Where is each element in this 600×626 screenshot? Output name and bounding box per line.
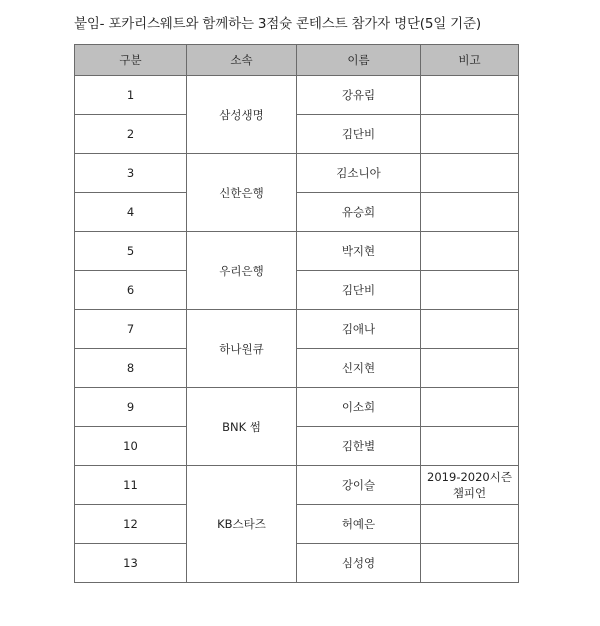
cell-name: 김한별 bbox=[297, 427, 421, 466]
cell-division: 5 bbox=[75, 232, 187, 271]
header-name: 이름 bbox=[297, 45, 421, 76]
table-row bbox=[75, 466, 519, 505]
cell-division: 12 bbox=[75, 505, 187, 544]
cell-division: 7 bbox=[75, 310, 187, 349]
cell-division: 3 bbox=[75, 154, 187, 193]
note-line: 2019-2020시즌 bbox=[427, 470, 512, 484]
cell-name: 김애나 bbox=[297, 310, 421, 349]
cell-name: 심성영 bbox=[297, 544, 421, 583]
cell-note bbox=[421, 193, 519, 232]
table-row bbox=[75, 193, 519, 232]
cell-division: 9 bbox=[75, 388, 187, 427]
cell-name: 허예은 bbox=[297, 505, 421, 544]
cell-note bbox=[421, 427, 519, 466]
cell-division: 13 bbox=[75, 544, 187, 583]
cell-division: 2 bbox=[75, 115, 187, 154]
table-row bbox=[75, 349, 519, 388]
cell-note bbox=[421, 115, 519, 154]
cell-note bbox=[421, 349, 519, 388]
cell-name: 김단비 bbox=[297, 115, 421, 154]
cell-team: 신한은행 bbox=[187, 154, 297, 232]
cell-division: 10 bbox=[75, 427, 187, 466]
cell-note bbox=[421, 466, 519, 505]
table-row bbox=[75, 76, 519, 115]
table-row bbox=[75, 115, 519, 154]
table-row bbox=[75, 544, 519, 583]
cell-team: 하나원큐 bbox=[187, 310, 297, 388]
table-row bbox=[75, 388, 519, 427]
cell-note bbox=[421, 154, 519, 193]
cell-team: 우리은행 bbox=[187, 232, 297, 310]
cell-team: KB스타즈 bbox=[187, 466, 297, 583]
cell-team: 삼성생명 bbox=[187, 76, 297, 154]
header-division: 구분 bbox=[75, 45, 187, 76]
cell-name: 박지현 bbox=[297, 232, 421, 271]
cell-name: 신지현 bbox=[297, 349, 421, 388]
cell-note bbox=[421, 388, 519, 427]
table-header-row bbox=[75, 45, 519, 76]
cell-name: 유승희 bbox=[297, 193, 421, 232]
cell-note bbox=[421, 505, 519, 544]
table-row bbox=[75, 310, 519, 349]
document-title: 붙임- 포카리스웨트와 함께하는 3점슛 콘테스트 참가자 명단(5일 기준) bbox=[74, 16, 481, 32]
table-body bbox=[75, 76, 519, 583]
cell-division: 6 bbox=[75, 271, 187, 310]
header-team: 소속 bbox=[187, 45, 297, 76]
table-row bbox=[75, 271, 519, 310]
cell-name: 강이슬 bbox=[297, 466, 421, 505]
cell-note bbox=[421, 310, 519, 349]
header-note: 비고 bbox=[421, 45, 519, 76]
note-line: 챔피언 bbox=[452, 486, 487, 500]
cell-team: BNK 썸 bbox=[187, 388, 297, 466]
cell-division: 4 bbox=[75, 193, 187, 232]
cell-division: 1 bbox=[75, 76, 187, 115]
cell-name: 김단비 bbox=[297, 271, 421, 310]
participant-table bbox=[74, 44, 519, 583]
cell-division: 11 bbox=[75, 466, 187, 505]
table-row bbox=[75, 154, 519, 193]
table-row bbox=[75, 505, 519, 544]
cell-name: 이소희 bbox=[297, 388, 421, 427]
cell-name: 김소니아 bbox=[297, 154, 421, 193]
cell-note bbox=[421, 232, 519, 271]
cell-name: 강유림 bbox=[297, 76, 421, 115]
cell-note bbox=[421, 544, 519, 583]
cell-division: 8 bbox=[75, 349, 187, 388]
cell-note bbox=[421, 76, 519, 115]
cell-note bbox=[421, 271, 519, 310]
table-row bbox=[75, 232, 519, 271]
table-row bbox=[75, 427, 519, 466]
